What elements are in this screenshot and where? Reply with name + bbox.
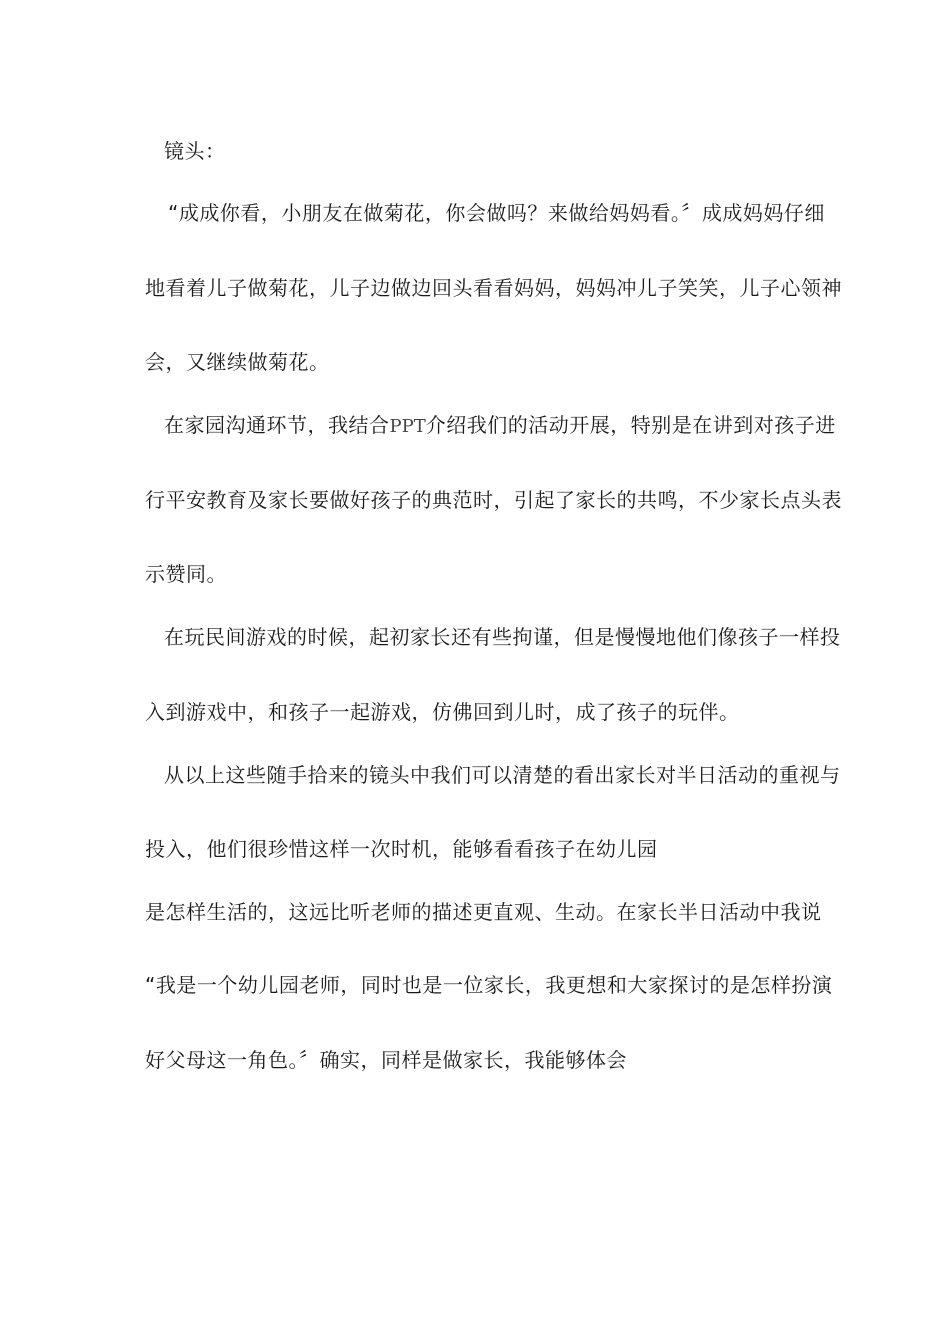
text-line-heading: 镜头：	[164, 139, 226, 163]
text-line: 行平安教育及家长要做好孩子的典范时，引起了家长的共鸣，不少家长点头表	[145, 488, 842, 512]
text-segment: 在家园沟通环节，我结合	[164, 413, 390, 437]
text-line: 投入，他们很珍惜这样一次时机，能够看看孩子在幼儿园	[145, 837, 658, 861]
text-line: 会，又继续做菊花。	[145, 350, 330, 374]
text-line: 地看着儿子做菊花，儿子边做边回头看看妈妈，妈妈冲儿子笑笑，儿子心领神	[145, 276, 842, 300]
text-line: 从以上这些随手拾来的镜头中我们可以清楚的看出家长对半日活动的重视与	[164, 763, 841, 787]
text-line: 在玩民间游戏的时候，起初家长还有些拘谨，但是慢慢地他们像孩子一样投	[164, 625, 841, 649]
text-line: “我是一个幼儿园老师，同时也是一位家长，我更想和大家探讨的是怎样扮演	[145, 973, 833, 997]
text-line: 入到游戏中，和孩子一起游戏，仿佛回到儿时，成了孩子的玩伴。	[145, 700, 740, 724]
text-line: 好父母这一角色。〞确实，同样是做家长，我能够体会	[145, 1048, 627, 1072]
text-line	[164, 413, 836, 439]
text-line: “成成你看，小朋友在做菊花，你会做吗？来做给妈妈看。〞成成妈妈仔细	[168, 201, 825, 225]
text-line: 示赞同。	[145, 562, 227, 586]
text-line: 是怎样生活的，这远比听老师的描述更直观、生动。在家长半日活动中我说	[145, 900, 822, 924]
text-segment: 介绍我们的活动开展，特别是在讲到对孩子进	[425, 413, 836, 437]
ppt-text: PPT	[389, 416, 426, 437]
